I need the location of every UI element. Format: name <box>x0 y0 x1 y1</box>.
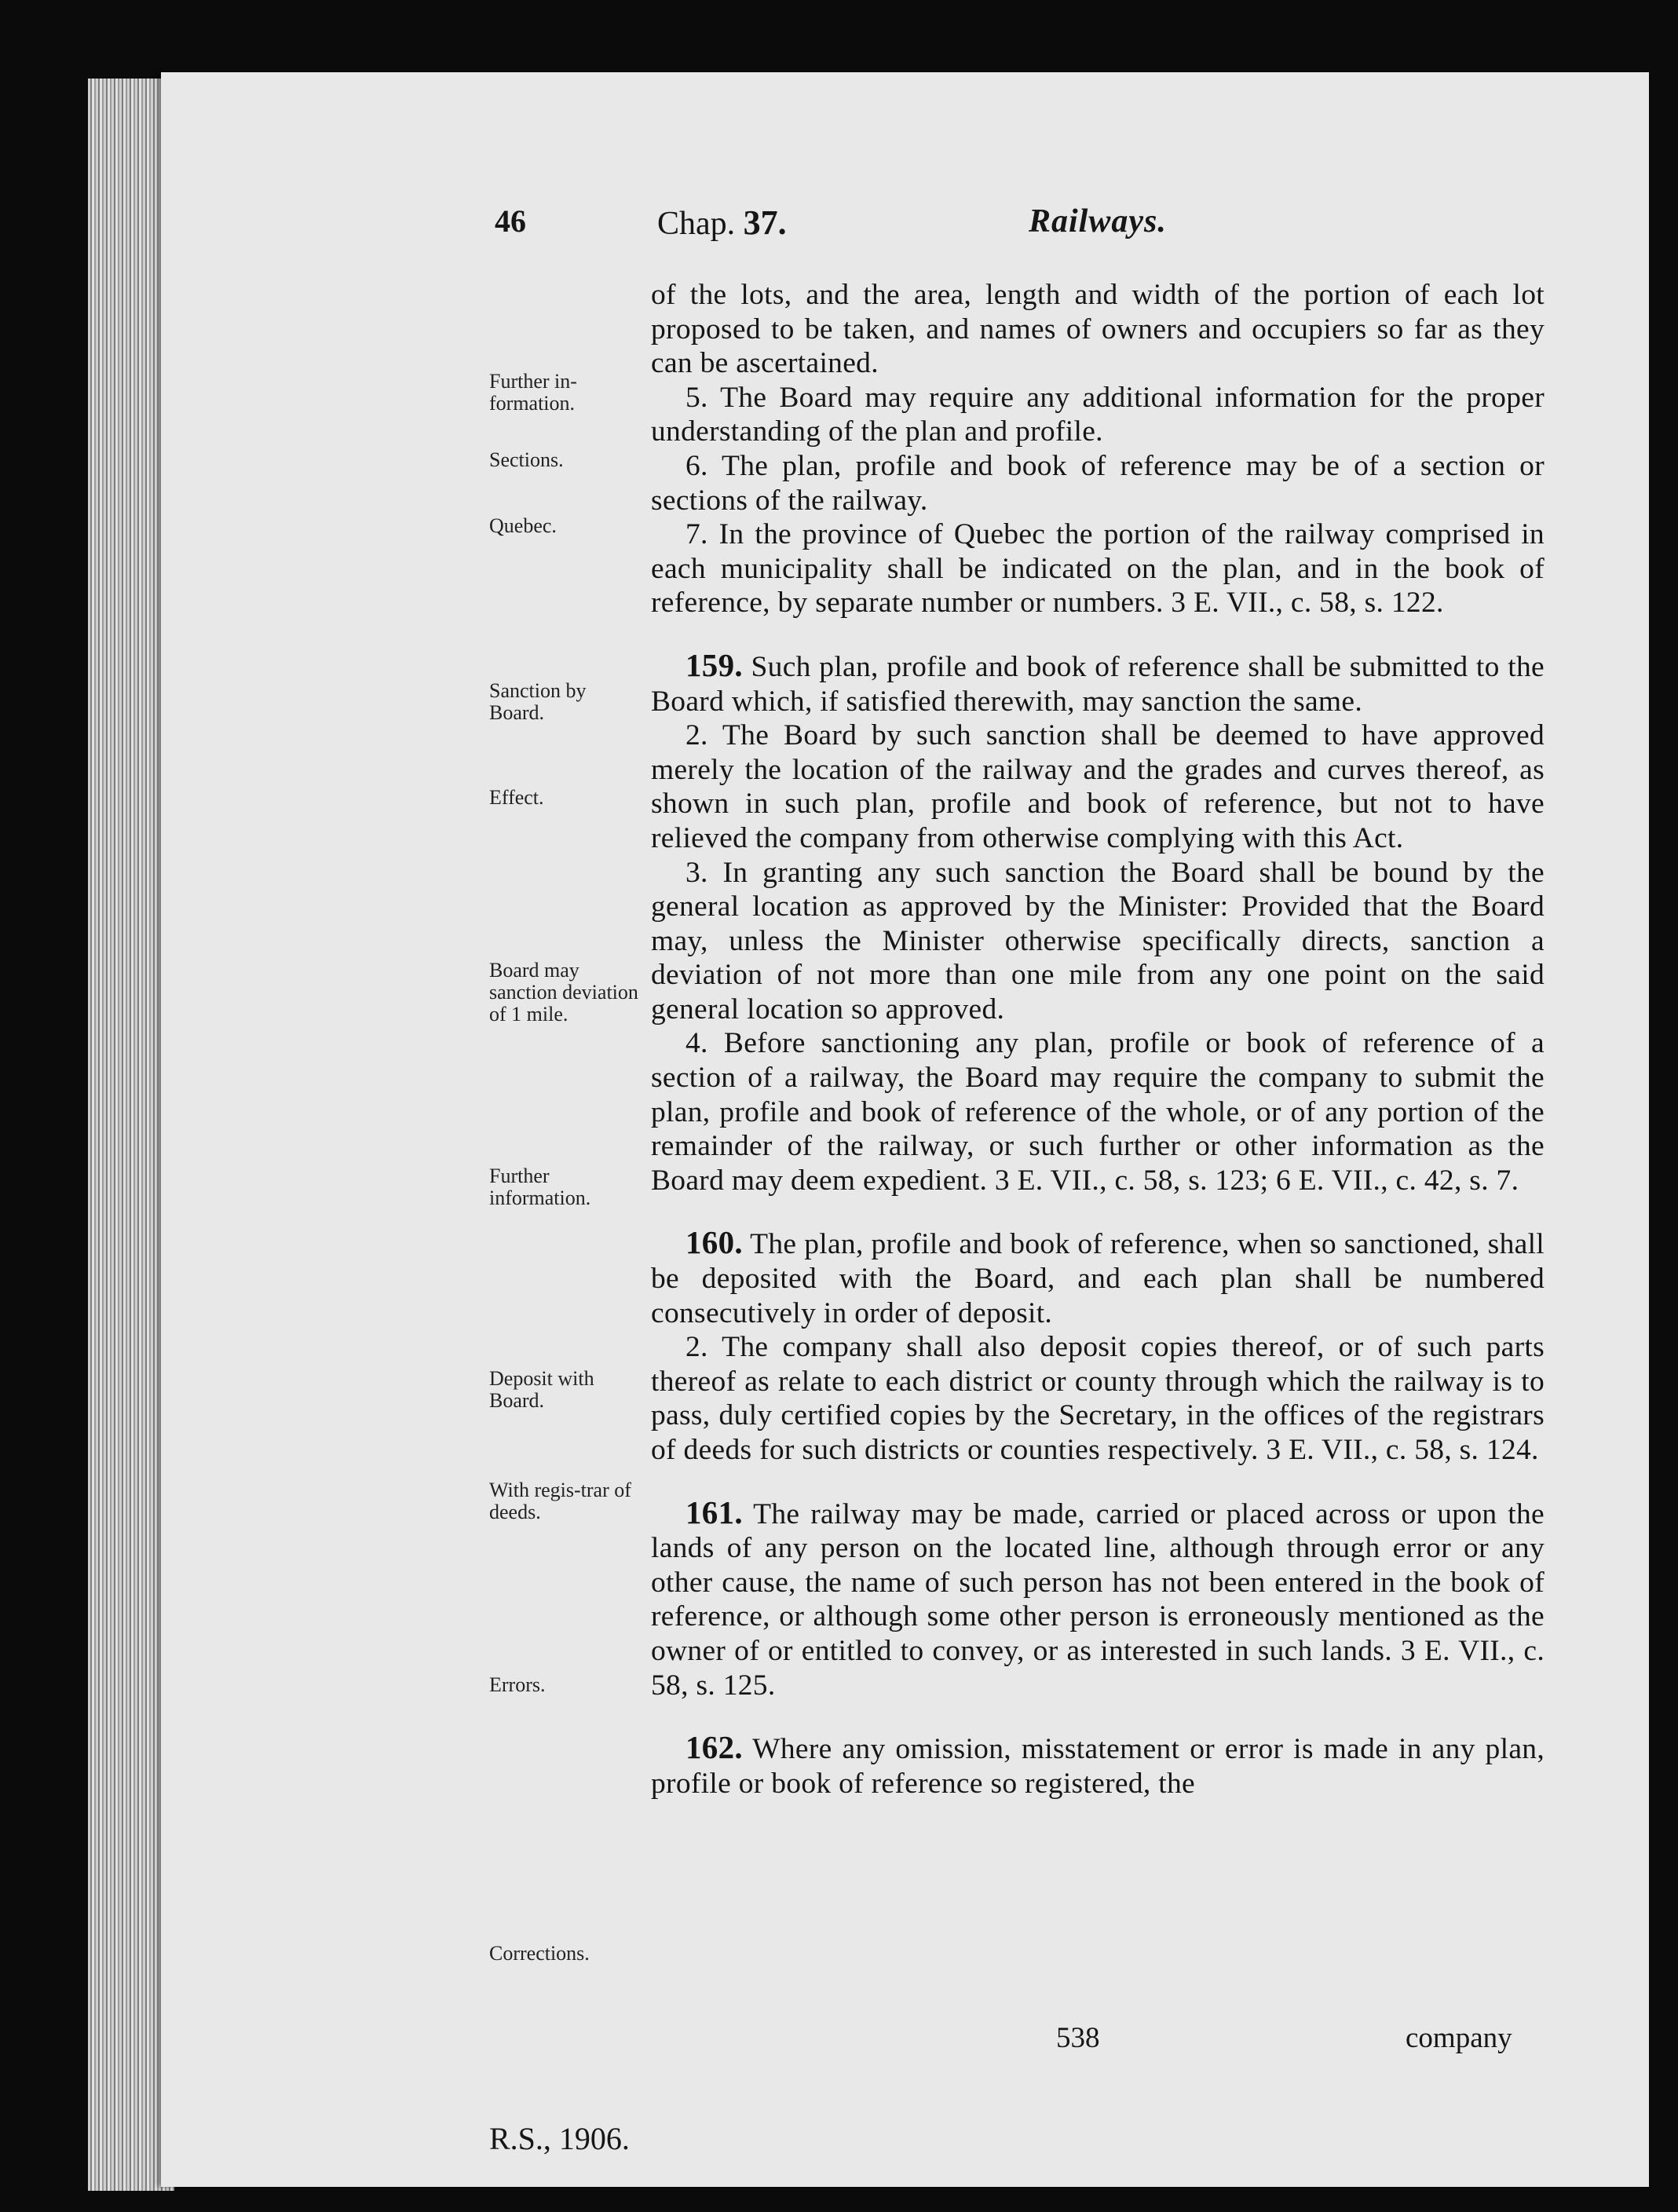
section-162-number: 162. <box>685 1729 743 1766</box>
margin-note-with-registrar: With regis-trar of deeds. <box>489 1479 631 1523</box>
catchword: company <box>1406 2022 1512 2054</box>
section-160-number: 160. <box>685 1224 743 1261</box>
paragraph-6: 6. The plan, profile and book of reference may be of a section or sections of the railway. <box>651 449 1545 517</box>
margin-note-errors: Errors. <box>489 1673 546 1696</box>
section-159-text: Such plan, profile and book of reference shall be submitted to the Board which, if satisfied therewith, may sanction the same. <box>651 650 1545 718</box>
section-162-text: Where any omission, misstatement or error is made in any plan, profile or book of reference so registered, the <box>651 1733 1545 1800</box>
margin-note-corrections: Corrections. <box>489 1942 590 1965</box>
margin-note-effect: Effect. <box>489 786 544 809</box>
section-160-subsection-2: 2. The company shall also deposit copies thereof, or of such parts thereof as relate to each district or county through which the railway is to pass, duly certified copies by the Secretary, in the offices of the registrars of deeds for such districts or counties respectively. 3 E. VII., c. 58, s. 124. <box>651 1331 1545 1466</box>
margin-note-sanction-by-board: Sanction by Board. <box>489 679 587 724</box>
section-159 <box>651 646 1545 718</box>
paragraph-7: 7. In the province of Quebec the portion of the railway comprised in each municipality shall be indicated on the plan, and in the book of reference, by separate number or numbers. 3 E. VII., c. 58, s. 122. <box>651 518 1545 620</box>
main-text <box>651 278 1545 1801</box>
paragraph-continuation: of the lots, and the area, length and width of the portion of each lot proposed to be taken, and names of owners and occupiers so far as they can be ascertained. <box>651 279 1545 380</box>
paragraph-5: 5. The Board may require any additional information for the proper understanding of the plan and profile. <box>651 381 1545 448</box>
margin-note-further-information: Further in-formation. <box>489 370 577 415</box>
running-header <box>161 203 1649 250</box>
book-page <box>161 72 1649 2187</box>
page-number: 46 <box>495 203 526 239</box>
section-162 <box>651 1731 1545 1801</box>
edition-mark: R.S., 1906. <box>489 2121 630 2156</box>
section-161 <box>651 1496 1545 1703</box>
margin-note-further-information-2: Further information. <box>489 1164 591 1209</box>
section-159-subsection-4: 4. Before sanctioning any plan, profile or book of reference of a section of a railway, the Board may require the company to submit the plan, profile and book of reference of the whole, or of any portion of the remainder of the railway, or such further or other information as the Board may deem expedient. 3 E. VII., c. 58, s. 123; 6 E. VII., c. 42, s. 7. <box>651 1027 1545 1197</box>
margin-note-quebec: Quebec. <box>489 514 557 537</box>
section-160-text: The plan, profile and book of reference, when so sanctioned, shall be deposited with the Board, and each plan shall be numbered consecutively in order of deposit. <box>651 1228 1545 1329</box>
footer-page-number: 538 <box>1056 2022 1100 2054</box>
chapter-number: 37. <box>743 203 787 242</box>
section-159-number: 159. <box>685 646 743 683</box>
running-title: Railways. <box>1029 203 1167 239</box>
margin-note-deposit-with-board: Deposit with Board. <box>489 1367 594 1412</box>
section-161-number: 161. <box>685 1494 743 1530</box>
section-161-text: The railway may be made, carried or placed across or upon the lands of any person on the located line, although through error or any other cause, the name of such person has not been entered in the book of reference, or although some other person is erroneously mentioned as the owner of or entitled to convey, or as interested in such lands. 3 E. VII., c. 58, s. 125. <box>651 1497 1545 1702</box>
section-159-subsection-3: 3. In granting any such sanction the Board shall be bound by the general location as approved by the Minister: Provided that the Board may, unless the Minister otherwise specifically directs, sanction a deviation of not more than one mile from any one point on the said general location so approved. <box>651 856 1545 1026</box>
margin-note-board-may-sanction: Board may sanction deviation of 1 mile. <box>489 959 638 1026</box>
chapter-label <box>657 203 787 243</box>
section-160 <box>651 1226 1545 1330</box>
margin-note-sections: Sections. <box>489 448 564 471</box>
chapter-word: Chap. <box>657 206 736 242</box>
section-159-subsection-2: 2. The Board by such sanction shall be deemed to have approved merely the location of the railway and the grades and curves thereof, as shown in such plan, profile and book of reference, but not to have relieved the company from otherwise complying with this Act. <box>651 719 1545 854</box>
